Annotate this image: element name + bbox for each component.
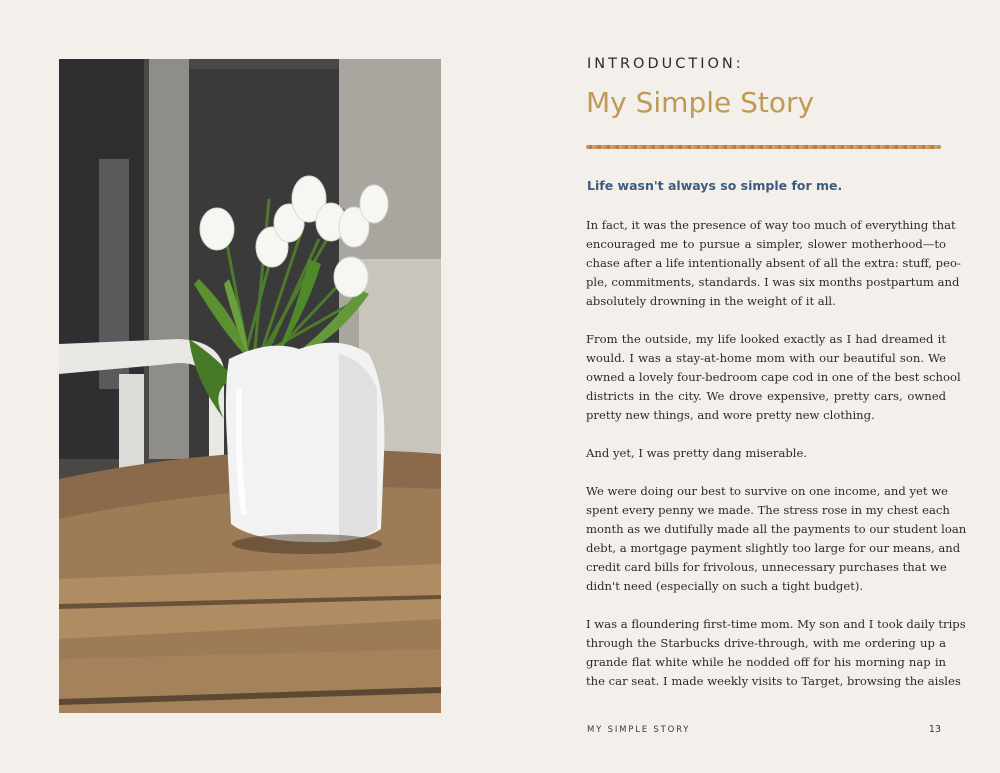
- text-line: And yet, I was pretty dang miserable.: [586, 446, 808, 460]
- text-line: encouraged me to pursue a simpler, slower motherhood—to: [586, 237, 946, 251]
- text-line: would. I was a stay-at-home mom with our beautiful son. We: [586, 351, 946, 365]
- text-line: districts in the city. We drove expensive, pretty cars, owned: [586, 389, 946, 403]
- paragraph: [586, 615, 966, 691]
- text-line: debt, a mortgage payment slightly too large for our means, and: [586, 541, 961, 555]
- running-head: MY SIMPLE STORY: [587, 725, 691, 735]
- text-line: I was a floundering first-time mom. My son and I took daily trips: [586, 617, 966, 631]
- text-line: spent every penny we made. The stress rose in my chest each: [586, 503, 950, 517]
- page-number: 13: [928, 724, 941, 735]
- chapter-title: My Simple Story: [586, 86, 815, 119]
- paragraph: [586, 330, 961, 425]
- paragraph: [586, 216, 961, 311]
- body-text: [586, 216, 967, 710]
- text-line: month as we dutifully made all the payments to our student loan: [586, 522, 967, 536]
- text-line: owned a lovely four-bedroom cape cod in one of the best school: [586, 370, 961, 384]
- lede-sentence: Life wasn't always so simple for me.: [587, 178, 843, 193]
- paragraph: [586, 482, 967, 596]
- paragraph: [586, 444, 946, 463]
- text-line: ple, commitments, standards. I was six months postpartum and: [586, 275, 960, 289]
- text-line: grande flat white while he nodded off for his morning nap in: [586, 655, 946, 669]
- text-line: We were doing our best to survive on one income, and yet we: [586, 484, 948, 498]
- tulips-photo: [59, 59, 441, 713]
- chapter-eyebrow: INTRODUCTION:: [587, 56, 744, 72]
- text-line: pretty new things, and wore pretty new clothing.: [586, 408, 875, 422]
- decorative-rule: [586, 145, 941, 149]
- text-line: absolutely drowning in the weight of it all.: [586, 294, 836, 308]
- text-line: the car seat. I made weekly visits to Target, browsing the aisles: [586, 674, 961, 688]
- text-line: chase after a life intentionally absent of all the extra: stuff, peo-: [586, 256, 961, 270]
- text-line: didn't need (especially on such a tight budget).: [586, 579, 864, 593]
- text-line: through the Starbucks drive-through, with me ordering up a: [586, 636, 946, 650]
- text-line: credit card bills for frivolous, unnecessary purchases that we: [586, 560, 947, 574]
- text-line: In fact, it was the presence of way too much of everything that: [586, 218, 956, 232]
- text-line: From the outside, my life looked exactly as I had dreamed it: [586, 332, 946, 346]
